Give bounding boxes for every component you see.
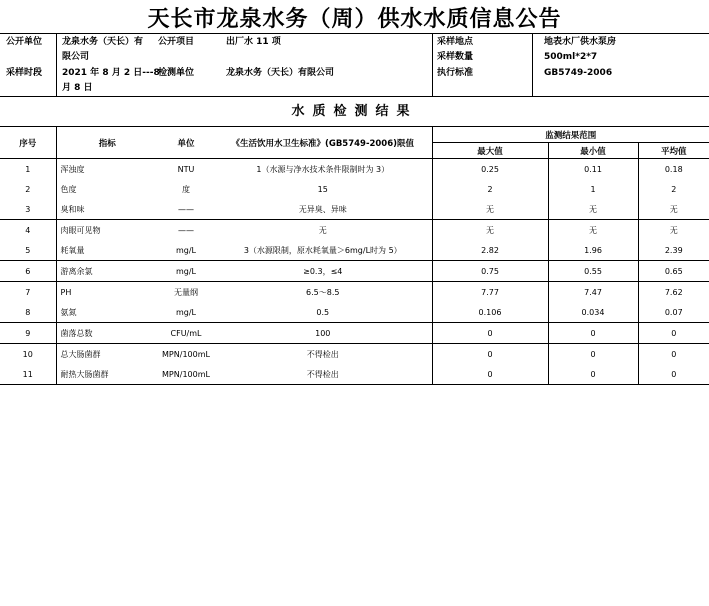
row-indicator: 耐热大肠菌群 [56,364,158,385]
row-no: 5 [0,240,56,261]
divider [56,34,57,96]
row-limit: 15 [317,184,328,194]
row-min: 1.96 [548,240,638,261]
row-min: 0.11 [548,159,638,180]
row-indicator: 耗氧量 [56,240,158,261]
row-max: 0.106 [432,302,548,323]
divider [432,34,433,96]
row-avg: 2 [638,179,709,199]
disclosure-unit-label: 公开单位 [6,37,43,47]
testing-unit-value: 龙泉水务（天长）有限公司 [226,68,335,78]
sampling-period-label: 采样时段 [6,68,43,78]
row-indicator: 浑浊度 [56,159,158,180]
table-row [0,199,709,220]
page-title: 天长市龙泉水务（周）供水水质信息公告 [147,6,562,32]
row-limit: 3（水源限制，原水耗氧量＞6mg/L时为 5） [214,240,432,261]
row-no: 4 [25,225,31,235]
disclosure-item-label: 公开项目 [158,37,195,47]
row-no: 7 [25,287,31,297]
table-row [0,159,709,180]
divider [532,34,533,96]
row-max: 0 [432,323,548,344]
row-unit: 度 [182,184,190,194]
row-max: 0.25 [432,159,548,180]
row-avg: 0 [638,344,709,365]
col-indicator-header: 指标 [56,127,158,159]
row-no: 10 [22,349,33,359]
row-max: 0.75 [432,261,548,282]
row-no: 11 [0,364,56,385]
row-unit: NTU [177,164,195,174]
row-limit: 100 [214,323,432,344]
table-row [0,240,709,261]
row-indicator: 氨氮 [56,302,158,323]
testing-unit-label: 检测单位 [158,68,195,78]
row-indicator: PH [56,282,158,303]
table-row [0,261,709,282]
row-max: 2.82 [432,240,548,261]
row-min: 0.034 [548,302,638,323]
table-row [0,179,709,199]
table-row [0,302,709,323]
row-indicator: 肉眼可见物 [56,220,158,241]
sampling-site-label: 采样地点 [437,37,474,47]
standard-value: GB5749-2006 [544,68,613,78]
row-min: 无 [548,199,638,220]
standard-label: 执行标准 [437,68,474,78]
row-limit: 不得检出 [214,364,432,385]
col-min-header: 最小值 [548,143,638,159]
row-avg: 2.39 [638,240,709,261]
row-limit: 无异臭、异味 [214,199,432,220]
row-max: 无 [432,220,548,241]
table-row [0,344,709,365]
results-table [0,126,709,385]
row-unit: —— [158,199,214,220]
row-avg: 无 [638,220,709,241]
col-avg-header: 平均值 [638,143,709,159]
row-no: 1 [25,164,31,174]
row-avg: 0 [638,364,709,385]
row-max: 7.77 [432,282,548,303]
row-unit: MPN/100mL [162,349,210,359]
row-unit: mg/L [158,261,214,282]
info-header [0,33,709,97]
row-max: 0 [432,364,548,385]
row-avg: 0.18 [638,159,709,180]
row-min: 0 [548,364,638,385]
row-no: 8 [0,302,56,323]
table-row [0,282,709,303]
row-limit: ≥0.3，≤4 [214,261,432,282]
row-indicator: 游离余氯 [56,261,158,282]
disclosure-unit-value-cont: 限公司 [62,52,90,62]
col-range-header: 监测结果范围 [432,127,709,143]
sampling-period-value: 2021 年 8 月 2 日---8 [62,68,160,78]
row-no: 6 [0,261,56,282]
row-indicator: 总大肠菌群 [56,344,158,365]
table-row [0,364,709,385]
row-limit: 6.5～8.5 [306,287,340,297]
row-max: 无 [432,199,548,220]
row-limit: 0.5 [214,302,432,323]
row-limit: 1（水源与净水技术条件限制时为 3） [256,164,390,174]
row-min: 1 [548,179,638,199]
row-no: 9 [0,323,56,344]
row-min: 0 [548,323,638,344]
row-avg: 0.65 [638,261,709,282]
col-no-header: 序号 [0,127,56,159]
row-limit: 不得检出 [306,349,339,359]
sampling-period-value-cont: 月 8 日 [62,83,93,93]
row-unit: 无量纲 [174,287,198,297]
row-indicator: 色度 [56,179,158,199]
row-max: 0 [432,344,548,365]
sample-count-label: 采样数量 [437,52,474,62]
row-min: 0 [548,344,638,365]
table-row [0,323,709,344]
row-avg: 0 [638,323,709,344]
sampling-site-value: 地表水厂供水泵房 [544,37,617,47]
sample-count-value: 500ml*2*7 [544,52,598,62]
col-unit-header: 单位 [158,127,214,159]
row-unit: MPN/100mL [158,364,214,385]
row-unit: mg/L [158,240,214,261]
row-unit: CFU/mL [158,323,214,344]
col-limit-header: 《生活饮用水卫生标准》(GB5749-2006)限值 [214,127,432,159]
table-row [0,220,709,241]
disclosure-item-value: 出厂水 11 项 [226,37,281,47]
row-avg: 无 [638,199,709,220]
row-min: 7.47 [548,282,638,303]
disclosure-unit-value: 龙泉水务（天长）有 [62,37,144,47]
row-indicator: 菌落总数 [56,323,158,344]
row-no: 2 [25,184,31,194]
row-no: 3 [0,199,56,220]
row-min: 0.55 [548,261,638,282]
row-unit: mg/L [158,302,214,323]
results-title: 水质检测结果 [291,104,418,119]
row-avg: 7.62 [638,282,709,303]
row-limit: 无 [318,225,327,235]
col-max-header: 最大值 [432,143,548,159]
row-indicator: 臭和味 [56,199,158,220]
row-avg: 0.07 [638,302,709,323]
row-unit: —— [178,225,194,235]
row-min: 无 [548,220,638,241]
row-max: 2 [432,179,548,199]
